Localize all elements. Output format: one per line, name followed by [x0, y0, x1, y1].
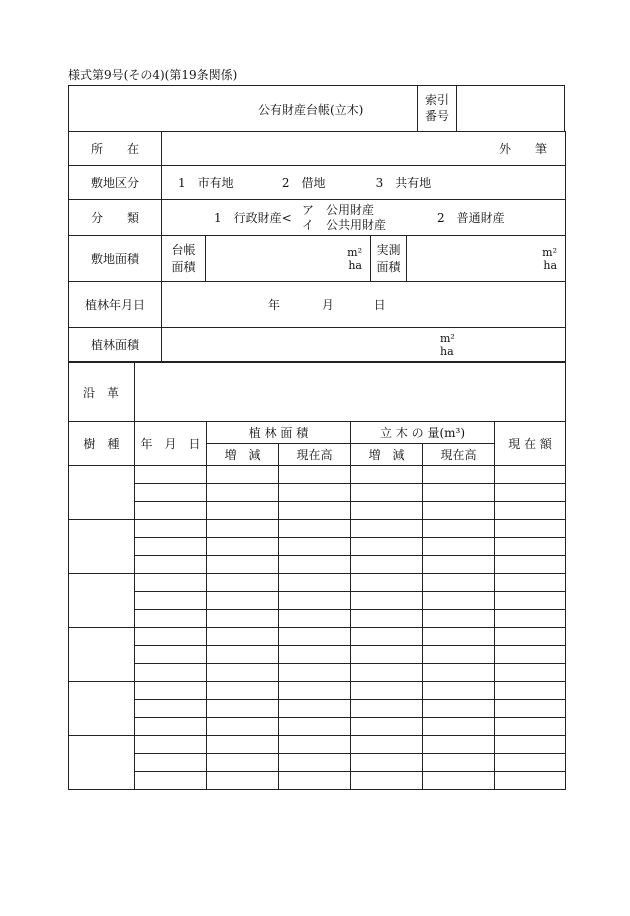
current-value-cell[interactable]	[495, 628, 566, 646]
date-cell[interactable]	[135, 556, 207, 574]
site-class-label: 敷地区分	[69, 166, 162, 200]
classification-label: 分 類	[69, 200, 162, 236]
tree-grid	[68, 421, 566, 790]
current-value-header: 現 在 額	[495, 422, 566, 466]
volume-current-cell[interactable]	[423, 502, 495, 520]
measured-area-unit-ha: ha	[543, 258, 558, 272]
volume-increase-cell[interactable]	[351, 736, 423, 754]
site-class-option-lease[interactable]: 2 借地	[281, 176, 326, 190]
date-cell[interactable]	[135, 502, 207, 520]
planting-increase-cell[interactable]	[207, 736, 279, 754]
current-value-cell[interactable]	[495, 700, 566, 718]
site-area-label: 敷地面積	[69, 236, 162, 282]
volume-current-cell[interactable]	[423, 538, 495, 556]
planting-increase-cell[interactable]	[207, 484, 279, 502]
planting-increase-cell[interactable]	[207, 574, 279, 592]
planting-current-cell[interactable]	[279, 700, 351, 718]
date-header: 年 月 日	[135, 422, 207, 466]
table-row	[69, 700, 566, 718]
current-value-cell[interactable]	[495, 538, 566, 556]
measured-area-field[interactable]	[407, 236, 566, 282]
volume-current-cell[interactable]	[423, 754, 495, 772]
planting-current-cell[interactable]	[279, 736, 351, 754]
date-cell[interactable]	[135, 466, 207, 484]
planting-increase-cell[interactable]	[207, 754, 279, 772]
species-cell[interactable]	[69, 466, 135, 520]
planting-increase-decrease-header: 増 減	[207, 444, 279, 466]
species-cell[interactable]	[69, 574, 135, 628]
date-cell[interactable]	[135, 538, 207, 556]
volume-current-cell[interactable]	[423, 700, 495, 718]
planting-increase-cell[interactable]	[207, 538, 279, 556]
current-value-cell[interactable]	[495, 682, 566, 700]
date-cell[interactable]	[135, 736, 207, 754]
date-cell[interactable]	[135, 700, 207, 718]
planting-current-cell[interactable]	[279, 538, 351, 556]
planting-increase-cell[interactable]	[207, 592, 279, 610]
planting-current-cell[interactable]	[279, 772, 351, 790]
volume-current-cell[interactable]	[423, 736, 495, 754]
table-row	[69, 754, 566, 772]
date-cell[interactable]	[135, 484, 207, 502]
volume-increase-cell[interactable]	[351, 574, 423, 592]
volume-current-cell[interactable]	[423, 772, 495, 790]
volume-increase-cell[interactable]	[351, 664, 423, 682]
species-header: 樹 種	[69, 422, 135, 466]
planting-date-label: 植林年月日	[69, 282, 162, 328]
volume-increase-cell[interactable]	[351, 646, 423, 664]
location-field[interactable]	[162, 132, 566, 166]
volume-increase-cell[interactable]	[351, 466, 423, 484]
current-value-cell[interactable]	[495, 466, 566, 484]
planting-current-cell[interactable]	[279, 718, 351, 736]
table-row	[69, 592, 566, 610]
table-row	[69, 646, 566, 664]
site-class-option-shared[interactable]: 3 共有地	[375, 176, 432, 190]
classification-public-common-use[interactable]: イ 公共用財産	[302, 217, 387, 232]
planting-current-cell[interactable]	[279, 592, 351, 610]
volume-increase-cell[interactable]	[351, 502, 423, 520]
current-value-cell[interactable]	[495, 718, 566, 736]
planting-area-unit-m2: m²	[440, 331, 455, 345]
table-row	[69, 502, 566, 520]
grid-body	[69, 466, 566, 790]
planting-increase-cell[interactable]	[207, 556, 279, 574]
ledger-area-field[interactable]	[206, 236, 371, 282]
site-class-field[interactable]	[162, 166, 566, 200]
volume-increase-cell[interactable]	[351, 754, 423, 772]
species-cell[interactable]	[69, 520, 135, 574]
table-row	[69, 736, 566, 754]
planting-current-cell[interactable]	[279, 502, 351, 520]
volume-increase-cell[interactable]	[351, 520, 423, 538]
table-row	[69, 484, 566, 502]
planting-current-cell[interactable]	[279, 574, 351, 592]
table-row	[69, 718, 566, 736]
planting-current-cell[interactable]	[279, 682, 351, 700]
site-class-option-city[interactable]: 1 市有地	[178, 176, 234, 190]
volume-current-cell[interactable]	[423, 718, 495, 736]
location-label: 所 在	[69, 132, 162, 166]
planting-current-cell[interactable]	[279, 754, 351, 772]
volume-increase-cell[interactable]	[351, 682, 423, 700]
planting-area-label: 植林面積	[69, 328, 162, 362]
volume-increase-cell[interactable]	[351, 592, 423, 610]
volume-increase-cell[interactable]	[351, 556, 423, 574]
planting-current-cell[interactable]	[279, 466, 351, 484]
planting-increase-cell[interactable]	[207, 772, 279, 790]
volume-current-cell[interactable]	[423, 628, 495, 646]
species-cell[interactable]	[69, 628, 135, 682]
planting-increase-cell[interactable]	[207, 646, 279, 664]
classification-administrative[interactable]: 1 行政財産<	[214, 211, 292, 225]
volume-increase-cell[interactable]	[351, 700, 423, 718]
history-table	[68, 362, 566, 422]
classification-general[interactable]: 2 普通財産	[437, 211, 505, 225]
table-row	[69, 772, 566, 790]
volume-current-cell[interactable]	[423, 682, 495, 700]
planting-date-day: 日	[373, 298, 386, 312]
volume-increase-cell[interactable]	[351, 538, 423, 556]
volume-current-cell[interactable]	[423, 592, 495, 610]
date-cell[interactable]	[135, 664, 207, 682]
classification-public-use[interactable]: ア 公用財産	[302, 202, 375, 217]
current-value-cell[interactable]	[495, 736, 566, 754]
standing-volume-header: 立 木 の 量(m³)	[351, 422, 495, 444]
table-row	[69, 682, 566, 700]
current-value-cell[interactable]	[495, 664, 566, 682]
table-row	[69, 466, 566, 484]
current-value-cell[interactable]	[495, 556, 566, 574]
table-row	[69, 556, 566, 574]
current-value-cell[interactable]	[495, 484, 566, 502]
volume-increase-decrease-header: 増 減	[351, 444, 423, 466]
planting-area-unit-ha: ha	[440, 344, 454, 358]
planting-current-cell[interactable]	[279, 664, 351, 682]
volume-current-cell[interactable]	[423, 646, 495, 664]
index-number-label: 索引 番号	[424, 93, 449, 123]
planting-increase-cell[interactable]	[207, 628, 279, 646]
planting-increase-cell[interactable]	[207, 466, 279, 484]
planting-date-month: 月	[321, 298, 334, 312]
planting-area-field[interactable]	[162, 328, 566, 362]
planting-date-field[interactable]	[162, 282, 566, 328]
table-row	[69, 574, 566, 592]
planting-current-amount-header: 現在高	[279, 444, 351, 466]
current-value-cell[interactable]	[495, 592, 566, 610]
volume-current-cell[interactable]	[423, 610, 495, 628]
planting-increase-cell[interactable]	[207, 664, 279, 682]
planting-increase-cell[interactable]	[207, 718, 279, 736]
planting-area-header: 植 林 面 積	[207, 422, 351, 444]
planting-date-year: 年	[268, 298, 281, 312]
current-value-cell[interactable]	[495, 502, 566, 520]
current-value-cell[interactable]	[495, 610, 566, 628]
measured-area-unit-m2: m²	[542, 245, 558, 259]
species-cell[interactable]	[69, 736, 135, 790]
planting-current-cell[interactable]	[279, 484, 351, 502]
date-cell[interactable]	[135, 520, 207, 538]
volume-increase-cell[interactable]	[351, 610, 423, 628]
volume-increase-cell[interactable]	[351, 628, 423, 646]
date-cell[interactable]	[135, 754, 207, 772]
planting-current-cell[interactable]	[279, 520, 351, 538]
ledger-area-label: 台帳 面積	[162, 236, 206, 282]
planting-current-cell[interactable]	[279, 646, 351, 664]
planting-increase-cell[interactable]	[207, 682, 279, 700]
current-value-cell[interactable]	[495, 574, 566, 592]
table-row	[69, 538, 566, 556]
date-cell[interactable]	[135, 718, 207, 736]
planting-current-cell[interactable]	[279, 556, 351, 574]
volume-increase-cell[interactable]	[351, 772, 423, 790]
ledger-area-unit-m2: m²	[347, 245, 362, 259]
date-cell[interactable]	[135, 682, 207, 700]
planting-increase-cell[interactable]	[207, 502, 279, 520]
volume-increase-cell[interactable]	[351, 484, 423, 502]
volume-current-cell[interactable]	[423, 664, 495, 682]
current-value-cell[interactable]	[495, 520, 566, 538]
date-cell[interactable]	[135, 628, 207, 646]
volume-current-cell[interactable]	[423, 466, 495, 484]
measured-area-label: 実測 面積	[371, 236, 407, 282]
table-row	[69, 628, 566, 646]
history-field[interactable]	[135, 363, 566, 422]
planting-current-cell[interactable]	[279, 628, 351, 646]
property-table	[68, 131, 566, 362]
current-value-cell[interactable]	[495, 646, 566, 664]
current-value-cell[interactable]	[495, 772, 566, 790]
planting-current-cell[interactable]	[279, 610, 351, 628]
volume-current-cell[interactable]	[423, 574, 495, 592]
planting-increase-cell[interactable]	[207, 700, 279, 718]
volume-current-cell[interactable]	[423, 520, 495, 538]
date-cell[interactable]	[135, 610, 207, 628]
table-row	[69, 610, 566, 628]
classification-field[interactable]	[162, 200, 566, 236]
history-label: 沿 革	[69, 363, 135, 422]
date-cell[interactable]	[135, 646, 207, 664]
volume-increase-cell[interactable]	[351, 718, 423, 736]
outer-lot-label: 外 筆	[499, 142, 548, 156]
species-cell[interactable]	[69, 682, 135, 736]
ledger-title: 公有財産台帳(立木)	[258, 103, 364, 117]
ledger-area-unit-ha: ha	[348, 258, 362, 272]
date-cell[interactable]	[135, 574, 207, 592]
volume-current-cell[interactable]	[423, 484, 495, 502]
table-row	[69, 664, 566, 682]
current-value-cell[interactable]	[495, 754, 566, 772]
planting-increase-cell[interactable]	[207, 520, 279, 538]
table-row	[69, 520, 566, 538]
date-cell[interactable]	[135, 772, 207, 790]
volume-current-cell[interactable]	[423, 556, 495, 574]
planting-increase-cell[interactable]	[207, 610, 279, 628]
date-cell[interactable]	[135, 592, 207, 610]
volume-current-amount-header: 現在高	[423, 444, 495, 466]
form-number: 様式第9号(その4)(第19条関係)	[68, 68, 238, 82]
